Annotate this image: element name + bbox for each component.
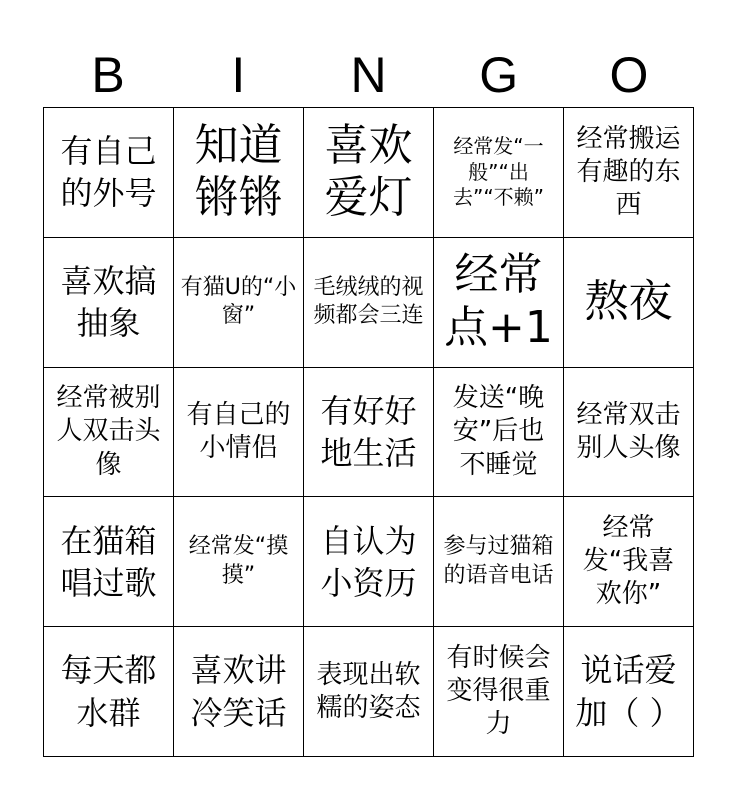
bingo-cell[interactable] [174,497,304,627]
cell-text: 喜欢爱灯 [324,119,413,224]
cell-text: 毛绒绒的视频都会三连 [313,274,424,329]
cell-text: 喜欢讲冷笑话 [190,651,287,732]
bingo-cell[interactable] [304,238,434,368]
cell-text: 喜欢搞抽象 [60,261,157,343]
cell-text: 经常发“我喜欢你” [582,513,675,610]
cell-text: 经常双击别人头像 [576,399,681,463]
cell-text: 每天都水群 [60,651,157,732]
cell-text: 表现出软糯的姿态 [316,659,421,723]
bingo-cell[interactable] [304,368,434,498]
cell-text: 有猫U的“小窗” [180,274,297,329]
bingo-cell[interactable] [44,108,174,238]
cell-text: 自认为小资历 [320,521,417,602]
cell-text: 知道锵锵 [194,119,283,224]
cell-text: 有自己的小情侣 [186,399,291,463]
bingo-header [43,46,694,104]
header-letter-i: I [231,47,246,103]
cell-text: 熬夜 [584,275,673,327]
cell-text: 说话爱加（ ） [575,651,682,732]
bingo-cell[interactable] [174,238,304,368]
bingo-cell[interactable] [434,497,564,627]
bingo-cell[interactable] [564,238,694,368]
bingo-cell[interactable] [44,497,174,627]
bingo-cell[interactable] [434,368,564,498]
cell-text: 有好好地生活 [320,391,417,472]
cell-text: 经常发“一般”“出去”“不赖” [452,134,545,210]
header-letter-n: N [350,47,387,103]
bingo-cell[interactable] [304,108,434,238]
bingo-cell[interactable] [44,368,174,498]
cell-text: 在猫箱唱过歌 [60,521,157,602]
bingo-cell[interactable] [174,368,304,498]
bingo-cell[interactable] [564,497,694,627]
bingo-cell[interactable] [434,238,564,368]
cell-text: 有时候会变得很重力 [446,643,551,740]
bingo-cell[interactable] [564,368,694,498]
bingo-cell[interactable] [174,627,304,757]
cell-text: 经常发“摸摸” [188,534,289,588]
bingo-cell[interactable] [44,627,174,757]
cell-text: 参与过猫箱的语音电话 [443,534,554,588]
bingo-cell[interactable] [434,108,564,238]
header-letter-b: B [91,47,125,103]
cell-text: 发送“晚安”后也不睡觉 [452,383,545,480]
cell-text: 有自己的外号 [60,132,157,213]
bingo-cell[interactable] [304,627,434,757]
bingo-cell[interactable] [564,108,694,238]
header-letter-o: O [609,47,649,103]
bingo-cell[interactable] [564,627,694,757]
bingo-cell[interactable] [174,108,304,238]
bingo-grid [43,107,694,757]
bingo-cell[interactable] [304,497,434,627]
header-letter-g: G [479,47,519,103]
cell-text: 经常被别人双击头像 [56,383,161,480]
bingo-cell[interactable] [44,238,174,368]
bingo-cell[interactable] [434,627,564,757]
cell-text: 经常搬运有趣的东西 [576,123,681,220]
cell-text: 经常点+1 [444,249,553,354]
